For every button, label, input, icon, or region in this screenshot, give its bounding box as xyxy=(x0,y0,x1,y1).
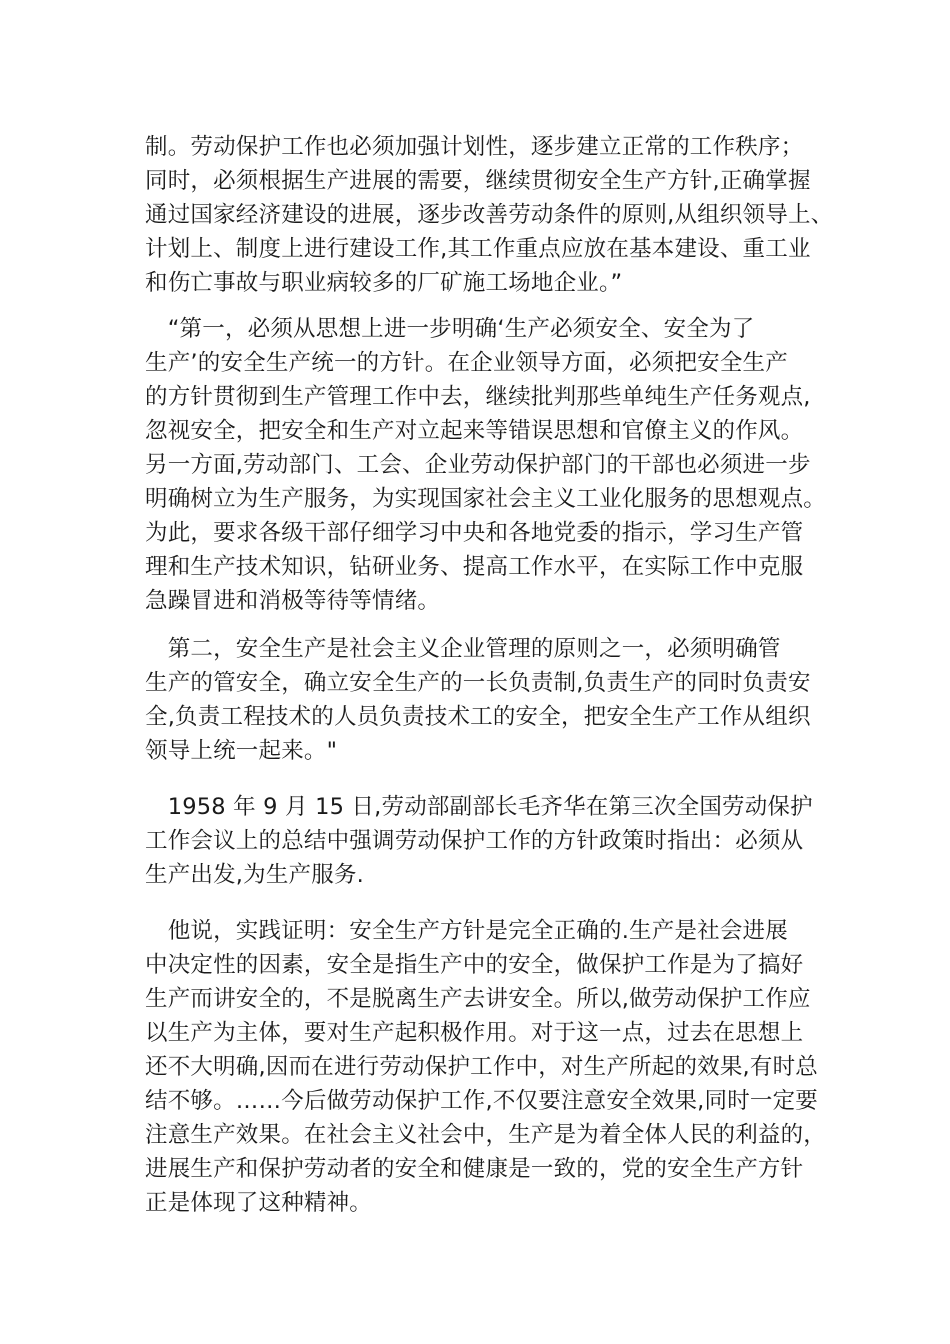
text-line: 为此，要求各级干部仔细学习中央和各地党委的指示，学习生产管 xyxy=(145,520,804,546)
text-line: 生产而讲安全的，不是脱离生产去讲安全。所以,做劳动保护工作应 xyxy=(145,986,811,1012)
text-line: 全,负责工程技术的人员负责技术工的安全，把安全生产工作从组织 xyxy=(145,704,811,730)
text-line: 以生产为主体，要对生产起积极作用。对于这一点，过去在思想上 xyxy=(145,1020,804,1046)
text-line: 注意生产效果。在社会主义社会中，生产是为着全体人民的利益的， xyxy=(145,1122,827,1148)
text-line: 另一方面,劳动部门、工会、企业劳动保护部门的干部也必须进一步 xyxy=(145,452,811,478)
text-line: 的方针贯彻到生产管理工作中去，继续批判那些单纯生产任务观点, xyxy=(145,384,811,410)
text-line: 同时，必须根据生产进展的需要，继续贯彻安全生产方针,正确掌握 xyxy=(145,168,811,194)
paragraph-2 xyxy=(145,312,827,618)
text-line: 和伤亡事故与职业病较多的厂矿施工场地企业。” xyxy=(145,270,623,296)
text-line: 还不大明确,因而在进行劳动保护工作中，对生产所起的效果,有时总 xyxy=(145,1054,819,1080)
text-line: 领导上统一起来。" xyxy=(145,738,338,764)
text-line: 急躁冒进和消极等待等情绪。 xyxy=(145,588,441,614)
text-line: 正是体现了这种精神。 xyxy=(145,1190,373,1216)
text-line: 进展生产和保护劳动者的安全和健康是一致的，党的安全生产方针 xyxy=(145,1156,804,1182)
text-line: 他说，实践证明：安全生产方针是完全正确的.生产是社会进展 xyxy=(145,918,788,944)
text-line: 通过国家经济建设的进展，逐步改善劳动条件的原则,从组织领导上、 xyxy=(145,202,834,228)
text-line: 理和生产技术知识，钻研业务、提高工作水平，在实际工作中克服 xyxy=(145,554,804,580)
text-line: 生产出发,为生产服务. xyxy=(145,862,365,888)
text-line: 忽视安全，把安全和生产对立起来等错误思想和官僚主义的作风。 xyxy=(145,418,804,444)
text-line: 结不够。……今后做劳动保护工作,不仅要注意安全效果,同时一定要 xyxy=(145,1088,819,1114)
text-line: 1958 年 9 月 15 日,劳动部副部长毛齐华在第三次全国劳动保护 xyxy=(145,794,813,820)
text-line: 中决定性的因素，安全是指生产中的安全，做保护工作是为了搞好 xyxy=(145,952,804,978)
paragraph-1 xyxy=(145,130,834,300)
text-line: 第二，安全生产是社会主义企业管理的原则之一，必须明确管 xyxy=(145,636,781,662)
paragraph-4 xyxy=(145,790,813,892)
paragraph-3 xyxy=(145,632,810,768)
text-line: 生产’的安全生产统一的方针。在企业领导方面，必须把安全生产 xyxy=(145,350,788,376)
text-line: 制。劳动保护工作也必须加强计划性，逐步建立正常的工作秩序； xyxy=(145,134,804,160)
text-line: “第一，必须从思想上进一步明确‘生产必须安全、安全为了 xyxy=(145,316,755,342)
text-line: 明确树立为生产服务，为实现国家社会主义工业化服务的思想观点。 xyxy=(145,486,827,512)
text-line: 生产的管安全，确立安全生产的一长负责制,负责生产的同时负责安 xyxy=(145,670,811,696)
paragraph-5 xyxy=(145,914,827,1220)
text-line: 工作会议上的总结中强调劳动保护工作的方针政策时指出：必须从 xyxy=(145,828,804,854)
text-line: 计划上、制度上进行建设工作,其工作重点应放在基本建设、重工业 xyxy=(145,236,811,262)
